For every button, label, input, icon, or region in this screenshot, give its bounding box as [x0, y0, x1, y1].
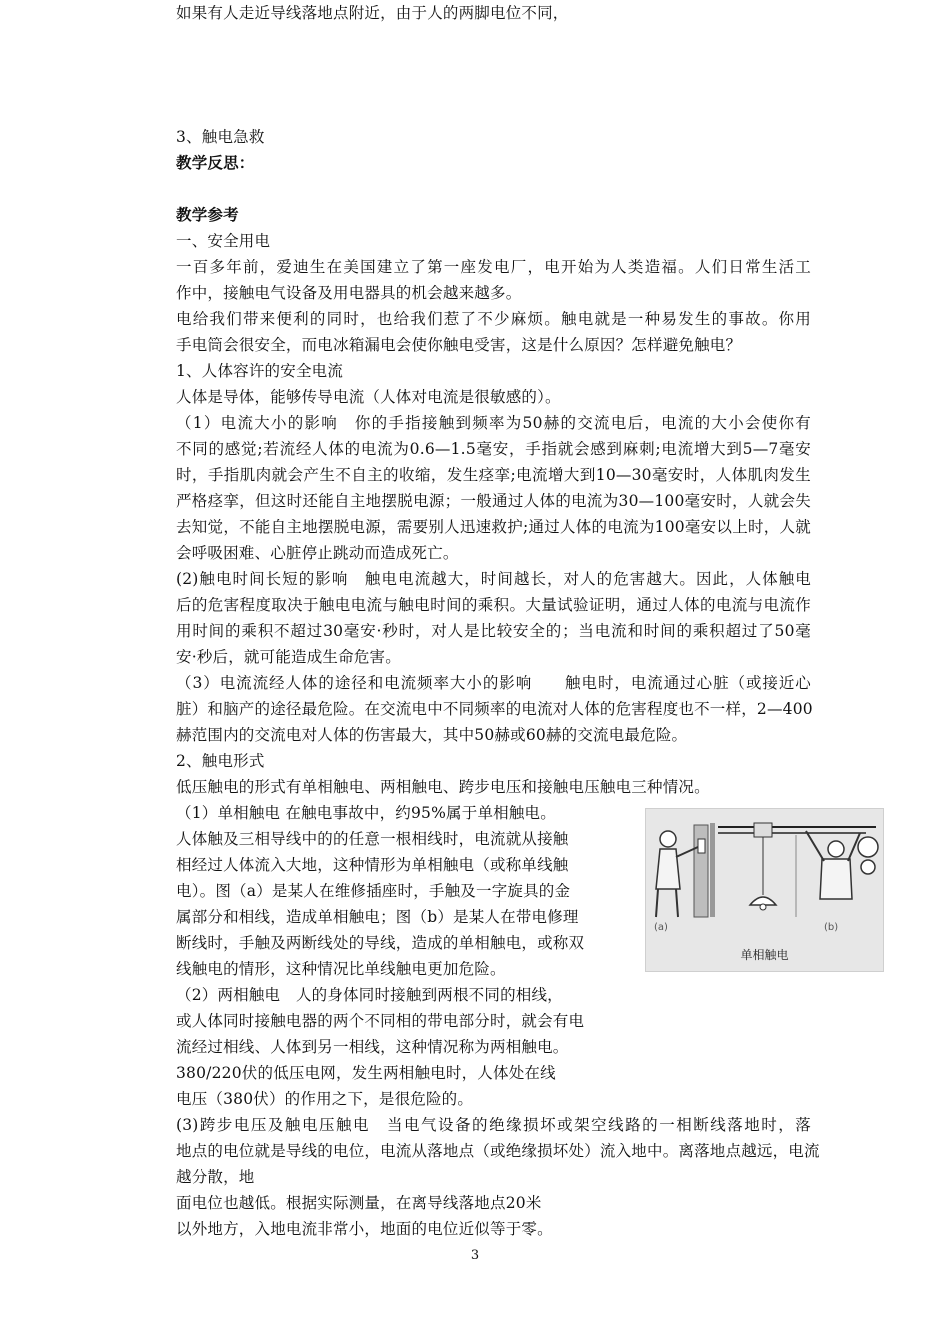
text-line: （3）电流流经人体的途径和电流频率大小的影响 触电时，电流通过心脏（或接近心: [176, 674, 811, 692]
text-line: (2)触电时间长短的影响 触电电流越大，时间越长，对人的危害越大。因此，人体触电: [176, 570, 811, 588]
text-line: 面电位也越低。根据实际测量，在离导线落地点20米: [176, 1194, 542, 1212]
text-line: 3、触电急救: [176, 128, 265, 146]
figure-caption: 单相触电: [740, 948, 789, 962]
text-line: 1、人体容许的安全电流: [176, 362, 344, 380]
single-phase-shock-figure: [645, 808, 884, 972]
page-number: 3: [470, 1248, 480, 1263]
text-line: （1）电流大小的影响 你的手指接触到频率为50赫的交流电后，电流的大小会使你有: [176, 414, 811, 432]
text-line: 一、安全用电: [176, 232, 271, 250]
text-line: 低压触电的形式有单相触电、两相触电、跨步电压和接触电压触电三种情况。: [176, 778, 710, 796]
text-line: 如果有人走近导线落地点附近，由于人的两脚电位不同，: [176, 4, 569, 22]
text-line: 断线时，手触及两断线处的导线，造成的单相触电，或称双: [176, 934, 585, 952]
figure-label-b: (b): [824, 922, 839, 933]
section-heading: 教学参考: [176, 205, 239, 224]
text-line: 会呼吸困难、心脏停止跳动而造成死亡。: [176, 544, 459, 562]
text-line: 流经过相线、人体到另一相线，这种情况称为两相触电。: [176, 1038, 569, 1056]
figure-label-a: (a): [654, 922, 668, 933]
text-line: 2、触电形式: [176, 752, 265, 770]
section-heading: 教学反思：: [176, 153, 255, 172]
text-line: 去知觉，不能自主地摆脱电源，需要别人迅速救护;通过人体的电流为100毫安以上时，人就: [176, 518, 811, 536]
text-line: 越分散，地: [176, 1168, 255, 1186]
text-line: 或人体同时接触电器的两个不同相的带电部分时，就会有电: [176, 1012, 585, 1030]
text-line: 一百多年前，爱迪生在美国建立了第一座发电厂，电开始为人类造福。人们日常生活工: [176, 258, 811, 276]
text-line: 人体触及三相导线中的的任意一根相线时，电流就从接触: [176, 830, 569, 848]
text-line: 后的危害程度取决于触电电流与触电时间的乘积。大量试验证明，通过人体的电流与电流作: [176, 596, 811, 614]
text-line: 脏）和脑产的途径最危险。在交流电中不同频率的电流对人体的危害程度也不一样，2—400: [176, 700, 813, 718]
text-line: 人体是导体，能够传导电流（人体对电流是很敏感的）。: [176, 388, 561, 406]
text-line: 安·秒后，就可能造成生命危害。: [176, 648, 401, 666]
text-line: 地点的电位就是导线的电位，电流从落地点（或绝缘损坏处）流入地中。离落地点越远，电流: [176, 1142, 820, 1160]
text-line: 赫范围内的交流电对人体的伤害最大，其中50赫或60赫的交流电最危险。: [176, 726, 688, 744]
text-line: 时，手指肌肉就会产生不自主的收缩，发生痉挛;电流增大到10—30毫安时，人体肌肉发生: [176, 466, 811, 484]
text-line: （2）两相触电 人的身体同时接触到两根不同的相线，: [176, 986, 563, 1004]
text-line: 作中，接触电气设备及用电器具的机会越来越多。: [176, 284, 522, 302]
text-line: 手电筒会很安全，而电冰箱漏电会使你触电受害，这是什么原因？怎样避免触电？: [176, 336, 742, 354]
text-line: (3)跨步电压及触电压触电 当电气设备的绝缘损坏或架空线路的一相断线落地时，落: [176, 1116, 811, 1134]
text-line: 严格痉挛，但这时还能自主地摆脱电源；一般通过人体的电流为30—100毫安时，人就会失: [176, 492, 811, 510]
text-line: 用时间的乘积不超过30毫安·秒时，对人是比较安全的；当电流和时间的乘积超过了50毫: [176, 622, 811, 640]
text-line: 电）。图（a）是某人在维修插座时，手触及一字旋具的金: [176, 882, 571, 900]
text-line: 电给我们带来便利的同时，也给我们惹了不少麻烦。触电就是一种易发生的事故。你用: [176, 310, 811, 328]
text-line: 相经过人体流入大地，这种情形为单相触电（或称单线触: [176, 856, 569, 874]
text-line: 电压（380伏）的作用之下，是很危险的。: [176, 1090, 474, 1108]
text-line: 380/220伏的低压电网，发生两相触电时，人体处在线: [176, 1064, 556, 1082]
text-line: 线触电的情形，这种情况比单线触电更加危险。: [176, 960, 506, 978]
text-line: 属部分和相线，造成单相触电；图（b）是某人在带电修理: [176, 908, 579, 926]
text-line: （1）单相触电 在触电事故中，约95%属于单相触电。: [176, 804, 556, 822]
text-line: 不同的感觉;若流经人体的电流为0.6—1.5毫安，手指就会感到麻刺;电流增大到5—7毫安: [176, 440, 811, 458]
text-line: 以外地方，入地电流非常小，地面的电位近似等于零。: [176, 1220, 553, 1238]
